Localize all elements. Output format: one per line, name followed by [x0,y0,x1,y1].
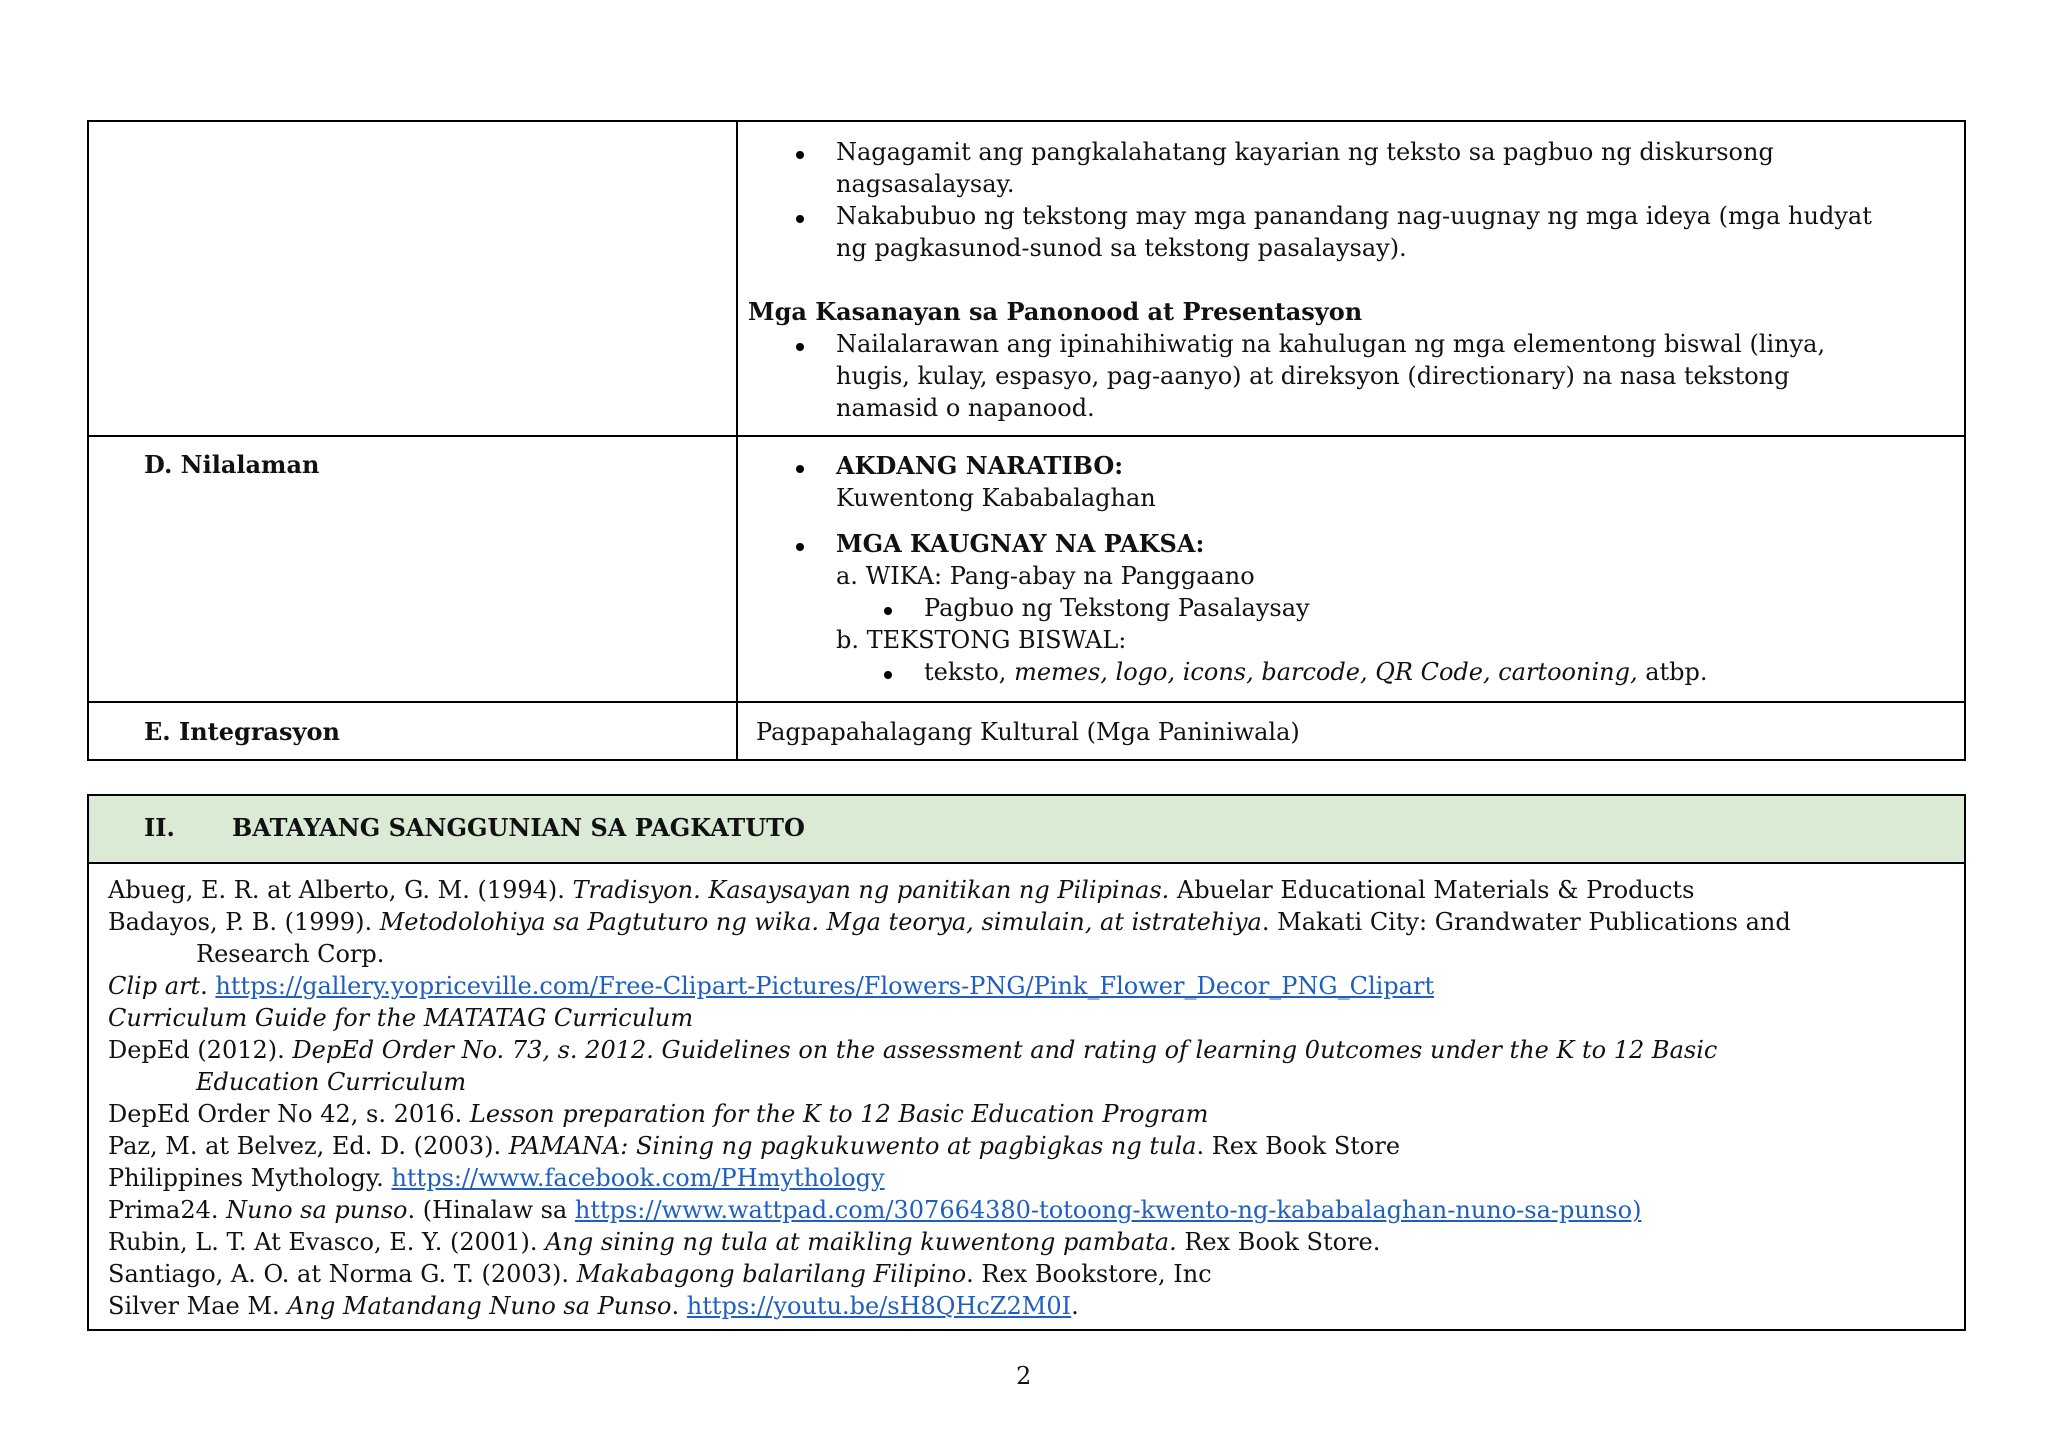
reference-entry: Paz, M. at Belvez, Ed. D. (2003). PAMANA: Sining ng pagkukuwento at pagbigkas ng tula. Rex Book Store [108,1132,1401,1160]
bullet-icon [884,671,892,679]
akdang-value: Kuwentong Kababalaghan [836,484,1156,512]
row-divider [89,435,1964,437]
bullet-icon [796,543,804,551]
kaugnay-heading: MGA KAUGNAY NA PAKSA: [836,529,1205,558]
bullet-icon [796,151,804,159]
panonood-heading: Mga Kasanayan sa Panonood at Presentasyon [748,297,1363,326]
reference-entry: Philippines Mythology. https://www.facebook.com/PHmythology [108,1164,885,1192]
reference-entry: Clip art. https://gallery.yopriceville.com/Free-Clipart-Pictures/Flowers-PNG/Pink_Flower_Decor_PNG_Clipart [108,972,1435,1000]
lesson-table [87,120,1966,761]
reference-link[interactable]: https://www.facebook.com/PHmythology [391,1164,885,1192]
bullet-icon [796,343,804,351]
section-title: BATAYANG SANGGUNIAN SA PAGKATUTO [232,813,805,842]
section-number: II. [144,813,175,842]
kaugnay-item-b: b. TEKSTONG BISWAL: [836,626,1127,654]
reference-link[interactable]: https://www.wattpad.com/307664380-totoong-kwento-ng-kababalaghan-nuno-sa-punso) [574,1196,1642,1224]
kaugnay-item-a-sub: Pagbuo ng Tekstong Pasalaysay [924,594,1310,622]
reference-entry-cont: Education Curriculum [196,1068,467,1096]
reference-entry: DepEd Order No 42, s. 2016. Lesson preparation for the K to 12 Basic Education Program [108,1100,1209,1128]
reference-entry: Santiago, A. O. at Norma G. T. (2003). Makabagong balarilang Filipino. Rex Bookstore, Inc [108,1260,1212,1288]
objective-text: Nakabubuo ng tekstong may mga panandang nag-uugnay ng mga ideya (mga hudyat [836,202,1872,230]
objective-text: Nailalarawan ang ipinahihiwatig na kahulugan ng mga elementong biswal (linya, [836,330,1826,358]
reference-link[interactable]: https://youtu.be/sH8QHcZ2M0I [686,1292,1072,1320]
bullet-icon [796,215,804,223]
reference-link[interactable]: https://gallery.yopriceville.com/Free-Clipart-Pictures/Flowers-PNG/Pink_Flower_Decor_PNG_Clipart [215,972,1435,1000]
reference-entry: Abueg, E. R. at Alberto, G. M. (1994). Tradisyon. Kasaysayan ng panitikan ng Pilipinas. Abuelar Educational Materials & Products [108,876,1695,904]
reference-entry: DepEd (2012). DepEd Order No. 73, s. 2012. Guidelines on the assessment and rating of learning 0utcomes under the K to 12 Basic [108,1036,1718,1064]
reference-entry: Curriculum Guide for the MATATAG Curriculum [108,1004,694,1032]
kaugnay-item-a: a. WIKA: Pang-abay na Panggaano [836,562,1255,590]
section-header [89,796,1964,864]
reference-entry: Silver Mae M. Ang Matandang Nuno sa Punso. https://youtu.be/sH8QHcZ2M0I. [108,1292,1079,1320]
bullet-icon [796,465,804,473]
kaugnay-item-b-sub: teksto, memes, logo, icons, barcode, QR Code, cartooning, atbp. [924,658,1708,686]
objective-text: nagsasalaysay. [836,170,1015,198]
objective-text: Nagagamit ang pangkalahatang kayarian ng teksto sa pagbuo ng diskursong [836,138,1774,166]
page-number: 2 [1016,1362,1032,1390]
reference-entry: Prima24. Nuno sa punso. (Hinalaw sa https://www.wattpad.com/307664380-totoong-kwento-ng-kababalaghan-nuno-sa-punso) [108,1196,1642,1224]
column-divider [736,122,738,759]
reference-entry: Badayos, P. B. (1999). Metodolohiya sa Pagtuturo ng wika. Mga teorya, simulain, at istratehiya. Makati City: Grandwater Publications and [108,908,1791,936]
akdang-heading: AKDANG NARATIBO: [836,451,1124,480]
reference-entry: Rubin, L. T. At Evasco, E. Y. (2001). Ang sining ng tula at maikling kuwentong pambata. Rex Book Store. [108,1228,1381,1256]
reference-entry-cont: Research Corp. [196,940,385,968]
row-divider [89,701,1964,703]
bullet-icon [884,607,892,615]
objective-text: hugis, kulay, espasyo, pag-aanyo) at direksyon (directionary) na nasa tekstong [836,362,1790,390]
integrasyon-label: E. Integrasyon [144,717,340,746]
nilalaman-label: D. Nilalaman [144,450,320,479]
references-table [87,794,1966,1331]
integrasyon-value: Pagpapahalagang Kultural (Mga Paniniwala) [756,718,1300,746]
objective-text: namasid o napanood. [836,394,1095,422]
objective-text: ng pagkasunod-sunod sa tekstong pasalaysay). [836,234,1407,262]
